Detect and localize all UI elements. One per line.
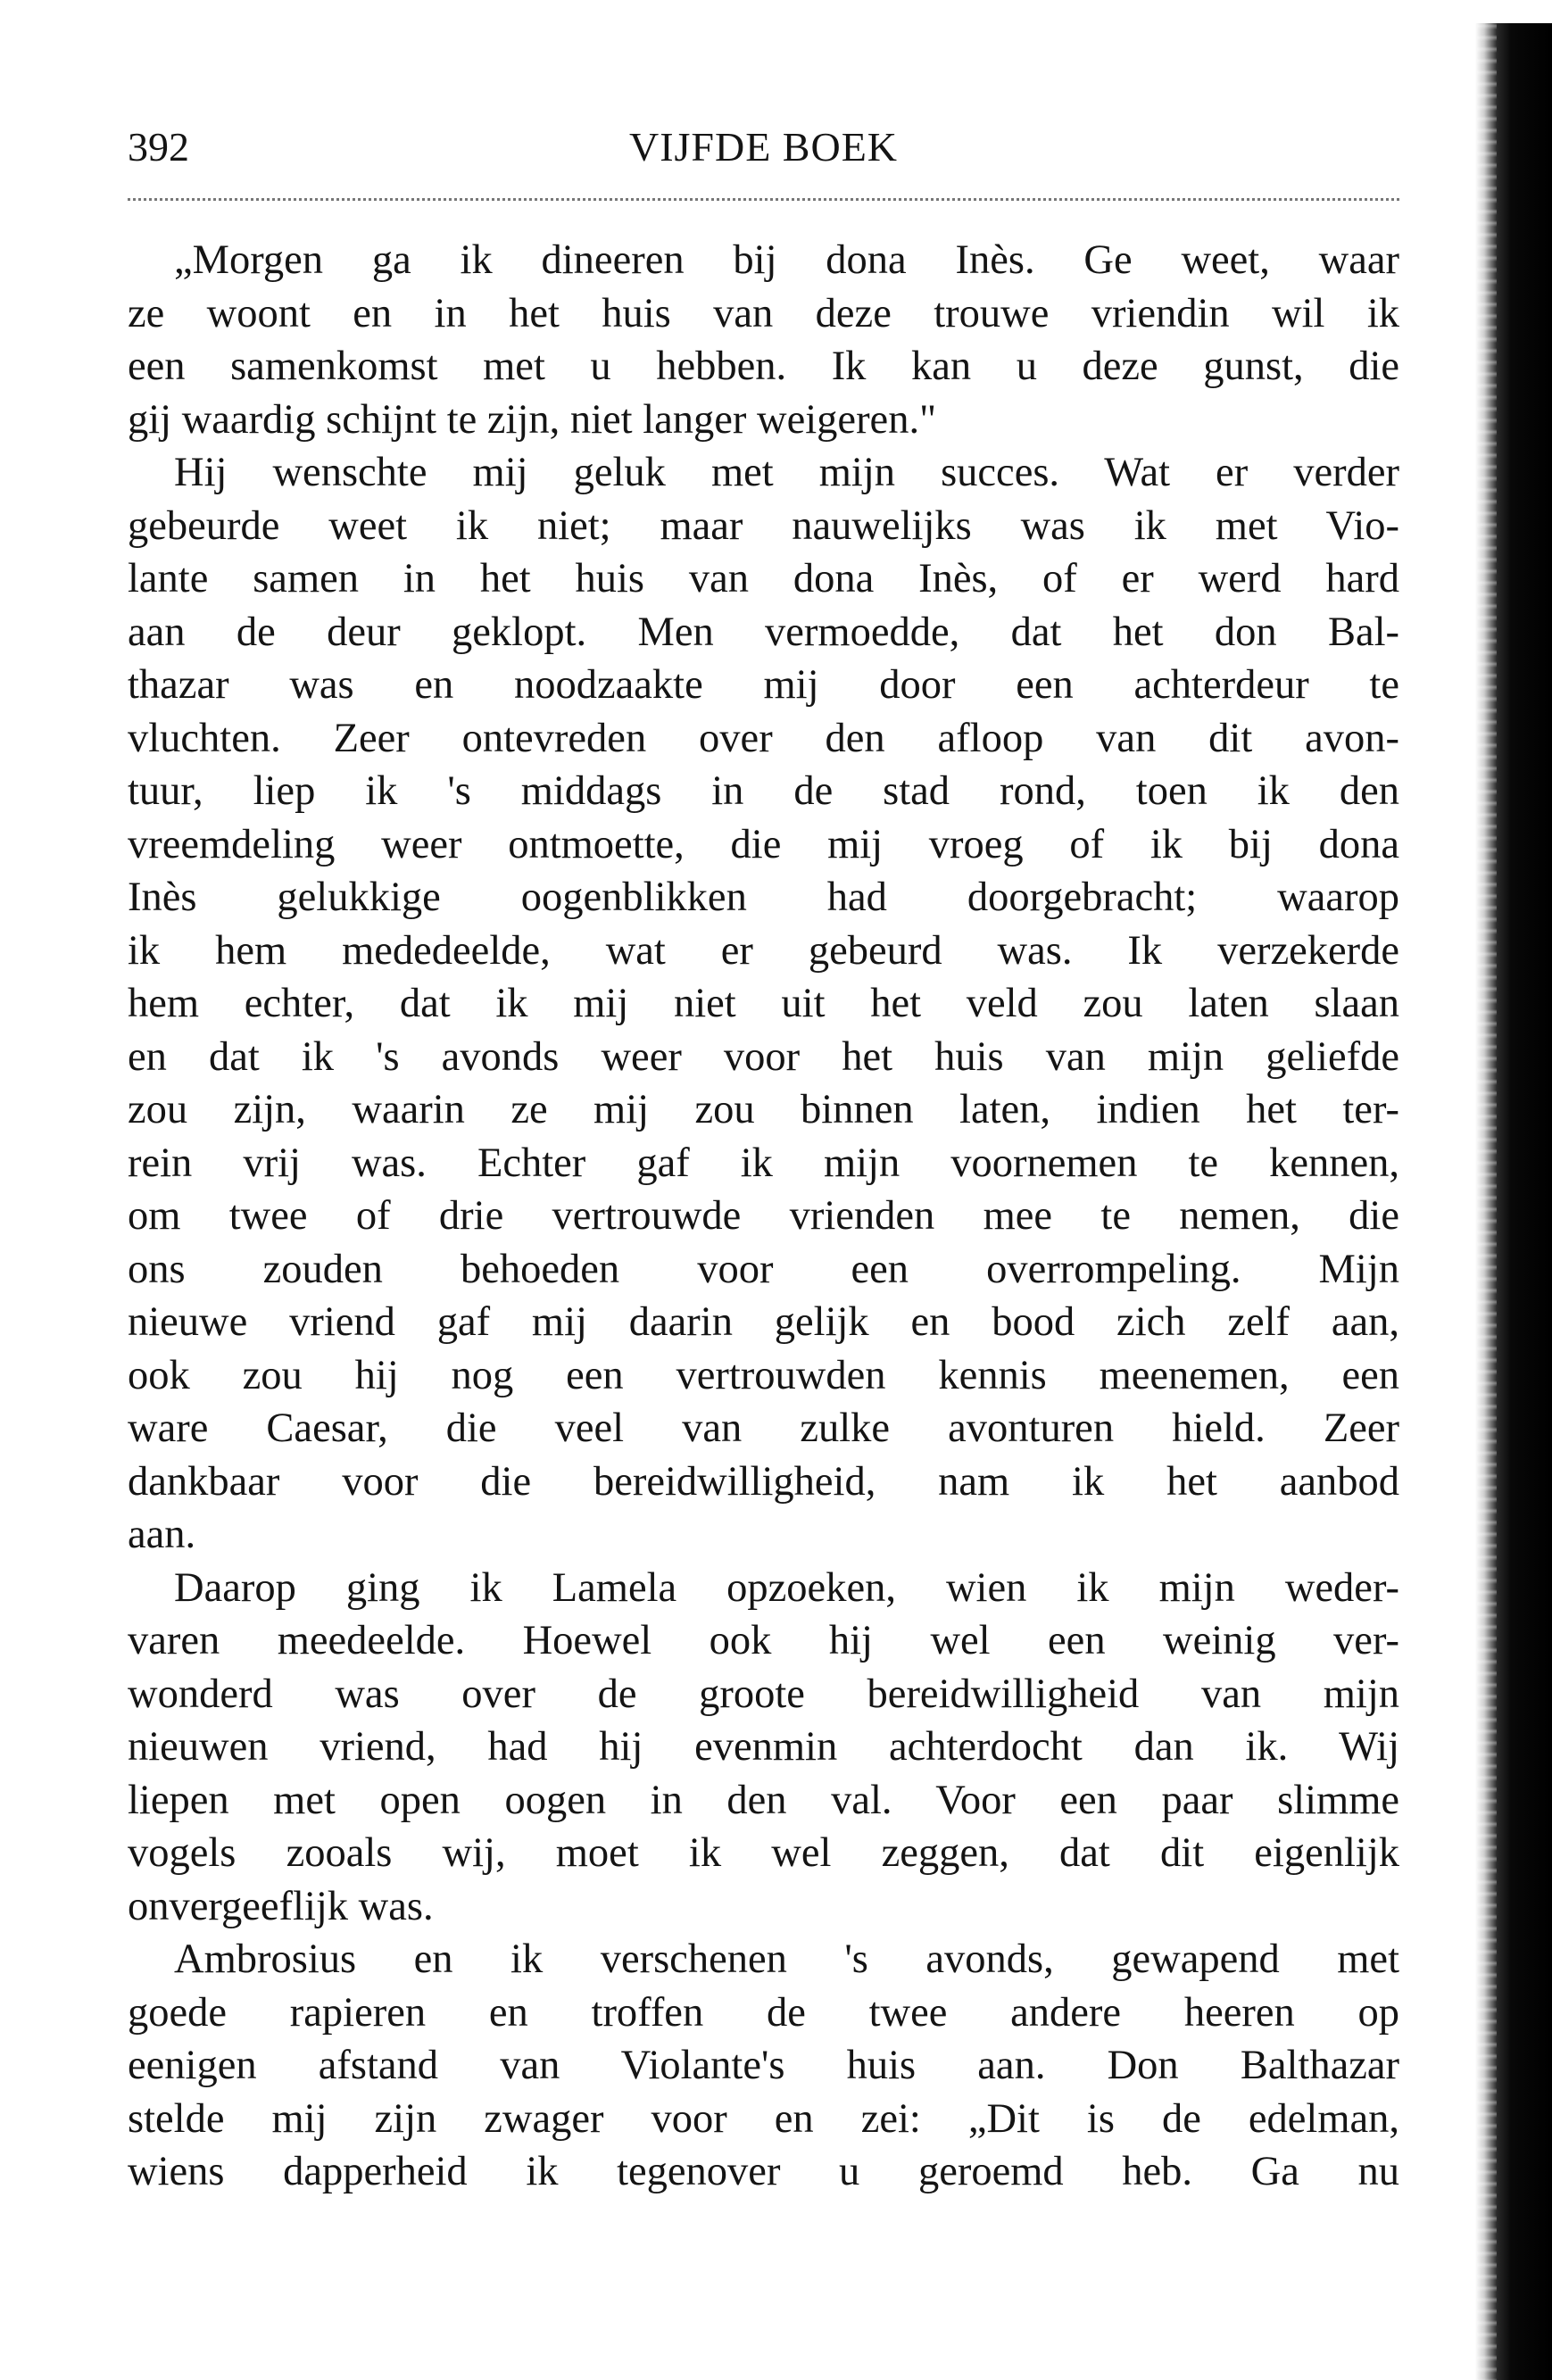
text-line: een samenkomst met u hebben. Ik kan u deze gunst, die <box>128 344 1399 389</box>
text-line: varen meedeelde. Hoewel ook hij wel een weinig ver- <box>128 1618 1399 1663</box>
paragraph-2 <box>128 446 1399 1562</box>
text-line: vluchten. Zeer ontevreden over den afloop van dit avon- <box>128 715 1399 761</box>
text-line: vreemdeling weer ontmoette, die mij vroeg of ik bij dona <box>128 821 1399 867</box>
text-line: nieuwen vriend, had hij evenmin achterdocht dan ik. Wij <box>128 1724 1399 1770</box>
text-line: gij waardig schijnt te zijn, niet langer weigeren." <box>128 396 937 443</box>
text-line: aan. <box>128 1512 196 1557</box>
text-line: ons zouden behoeden voor een overrompeling. Mijn <box>128 1246 1399 1292</box>
text-line: hem echter, dat ik mij niet uit het veld zou laten slaan <box>128 981 1399 1026</box>
text-line: dankbaar voor die bereidwilligheid, nam ik het aanbod <box>128 1458 1399 1505</box>
header-dotted-rule <box>128 198 1399 201</box>
text-line: wonderd was over de groote bereidwilligheid van mijn <box>128 1671 1399 1717</box>
text-line: gebeurde weet ik niet; maar nauwelijks was ik met Vio- <box>128 502 1399 549</box>
paragraph-3 <box>128 1562 1399 1934</box>
text-body <box>128 234 1399 2199</box>
text-line: lante samen in het huis van dona Inès, of er werd hard <box>128 556 1399 601</box>
text-line: „Morgen ga ik dineeren bij dona Inès. Ge weet, waar <box>174 237 1399 283</box>
text-line: Inès gelukkige oogenblikken had doorgebracht; waarop <box>128 875 1399 920</box>
text-line: vogels zooals wij, moet ik wel zeggen, dat dit eigenlijk <box>128 1830 1399 1876</box>
text-line: om twee of drie vertrouwde vrienden mee te nemen, die <box>128 1193 1399 1239</box>
text-line: zou zijn, waarin ze mij zou binnen laten, indien het ter- <box>128 1087 1399 1132</box>
text-line: ware Caesar, die veel van zulke avonturen hield. Zeer <box>128 1406 1399 1451</box>
text-line: Daarop ging ik Lamela opzoeken, wien ik mijn weder- <box>174 1564 1399 1611</box>
text-line: stelde mij zijn zwager voor en zei: „Dit is de edelman, <box>128 2095 1399 2142</box>
text-line: ze woont en in het huis van deze trouwe vriendin wil ik <box>128 290 1399 336</box>
text-line: onvergeeflijk was. <box>128 1883 434 1929</box>
text-line: nieuwe vriend gaf mij daarin gelijk en bood zich zelf aan, <box>128 1299 1399 1345</box>
text-line: en dat ik 's avonds weer voor het huis van mijn geliefde <box>128 1033 1399 1080</box>
text-line: tuur, liep ik 's middags in de stad rond, toen ik den <box>128 768 1399 814</box>
text-line: ik hem mededeelde, wat er gebeurd was. Ik verzekerde <box>128 927 1399 974</box>
text-line: rein vrij was. Echter gaf ik mijn voornemen te kennen, <box>128 1140 1399 1186</box>
text-line: wiens dapperheid ik tegenover u geroemd heb. Ga nu <box>128 2149 1399 2194</box>
text-line: ook zou hij nog een vertrouwden kennis meenemen, een <box>128 1352 1399 1398</box>
text-line: aan de deur geklopt. Men vermoedde, dat het don Bal- <box>128 609 1399 655</box>
paragraph-1 <box>128 234 1399 446</box>
text-line: Ambrosius en ik verschenen 's avonds, gewapend met <box>174 1936 1399 1982</box>
running-head: VIJFDE BOEK <box>628 124 899 170</box>
page-number: 392 <box>128 124 189 170</box>
text-line: liepen met open oogen in den val. Voor een paar slimme <box>128 1777 1399 1823</box>
paragraph-4 <box>128 1933 1399 2199</box>
page-header <box>128 116 1399 178</box>
text-line: goede rapieren en troffen de twee andere heeren op <box>128 1989 1399 2036</box>
text-line: eenigen afstand van Violante's huis aan. Don Balthazar <box>128 2043 1399 2088</box>
page-binding-texture <box>1477 23 1497 2380</box>
text-line: Hij wenschte mij geluk met mijn succes. Wat er verder <box>174 450 1399 495</box>
text-line: thazar was en noodzaakte mij door een achterdeur te <box>128 662 1399 708</box>
